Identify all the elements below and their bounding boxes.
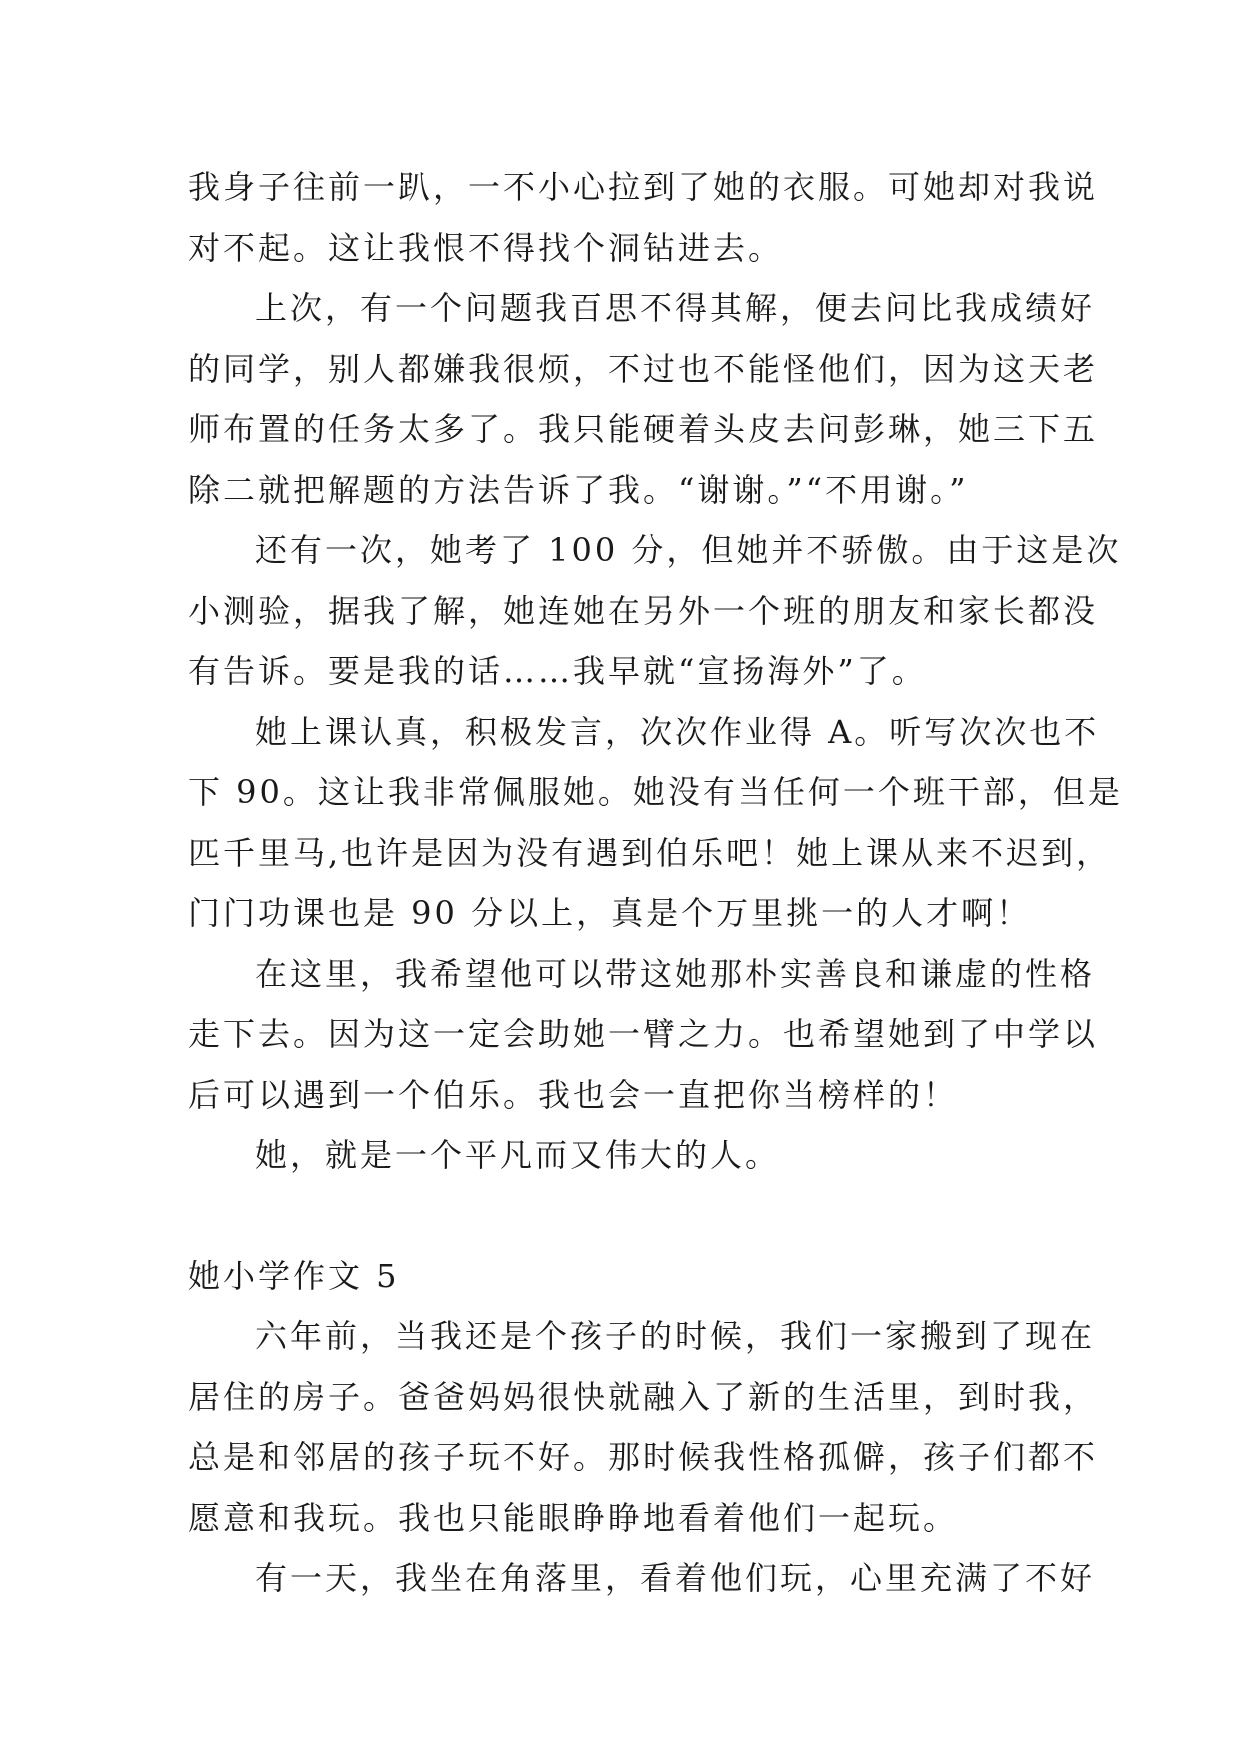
text-line: 总是和邻居的孩子玩不好。那时候我性格孤僻，孩子们都不 xyxy=(188,1438,1099,1476)
paragraph xyxy=(188,157,1099,278)
paragraph xyxy=(188,702,1123,944)
section-spacer xyxy=(188,1186,1068,1246)
text-line: 师布置的任务太多了。我只能硬着头皮去问彭琳，她三下五 xyxy=(188,410,1099,448)
text-line: 走下去。因为这一定会助她一臂之力。也希望她到了中学以 xyxy=(188,1015,1099,1053)
text-line: 愿意和我玩。我也只能眼睁睁地看着他们一起玩。 xyxy=(188,1498,959,1537)
text-line: 下 90。这让我非常佩服她。她没有当任何一个班干部，但是 xyxy=(188,773,1123,811)
text-line: 居住的房子。爸爸妈妈很快就融入了新的生活里，到时我， xyxy=(188,1377,1099,1416)
text-line: 有一天，我坐在角落里，看着他们玩，心里充满了不好 xyxy=(255,1559,1096,1597)
text-line: 匹千里马,也许是因为没有遇到伯乐吧！她上课从来不迟到， xyxy=(188,833,1112,872)
paragraph xyxy=(188,1306,1099,1548)
paragraph xyxy=(188,1125,1068,1186)
paragraph xyxy=(188,520,1122,702)
text-line: 她，就是一个平凡而又伟大的人。 xyxy=(255,1136,781,1174)
text-line: 在这里，我希望他可以带这她那朴实善良和谦虚的性格 xyxy=(255,954,1096,993)
paragraph xyxy=(188,278,1099,520)
text-line: 有告诉。要是我的话……我早就“宣扬海外”了。 xyxy=(188,652,927,690)
text-line: 她上课认真，积极发言，次次作业得 A。听写次次也不 xyxy=(255,712,1100,751)
text-line: 我身子往前一趴，一不小心拉到了她的衣服。可她却对我说 xyxy=(188,168,1099,206)
essay-body xyxy=(188,157,1123,1609)
text-line: 六年前，当我还是个孩子的时候，我们一家搬到了现在 xyxy=(255,1317,1096,1355)
paragraph xyxy=(188,1548,1096,1609)
section-title: 她小学作文 5 xyxy=(188,1256,400,1295)
text-line: 除二就把解题的方法告诉了我。“谢谢。”“不用谢。” xyxy=(188,470,969,509)
text-line: 的同学，别人都嫌我很烦，不过也不能怪他们，因为这天老 xyxy=(188,349,1099,388)
text-line: 上次，有一个问题我百思不得其解，便去问比我成绩好 xyxy=(255,289,1096,327)
text-line: 门门功课也是 90 分以上，真是个万里挑一的人才啊！ xyxy=(188,894,1032,932)
text-line: 还有一次，她考了 100 分，但她并不骄傲。由于这是次 xyxy=(255,531,1122,569)
text-line: 对不起。这让我恨不得找个洞钻进去。 xyxy=(188,228,784,267)
text-line: 小测验，据我了解，她连她在另外一个班的朋友和家长都没 xyxy=(188,591,1099,630)
text-line: 后可以遇到一个伯乐。我也会一直把你当榜样的！ xyxy=(188,1075,959,1114)
paragraph xyxy=(188,944,1099,1126)
